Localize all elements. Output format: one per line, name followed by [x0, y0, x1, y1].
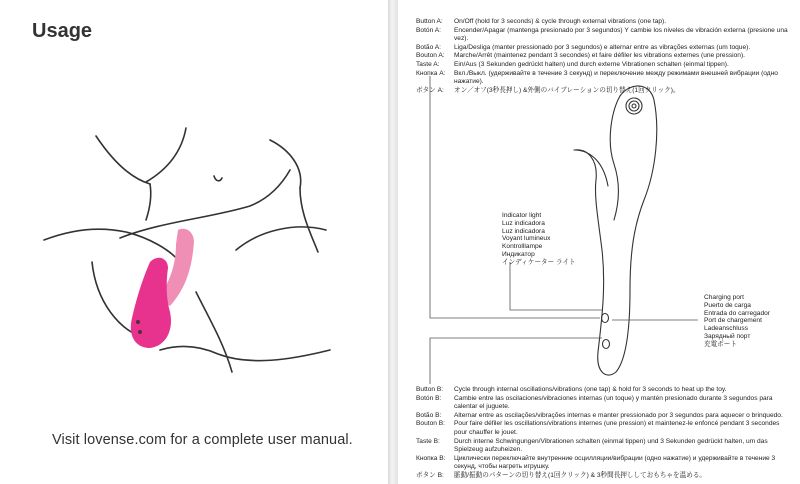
- instruction-text: Вкл./Выкл. (удерживайте в течение 3 секунд) и переключение между режимами внешней вибрации (одно нажатие).: [454, 69, 778, 86]
- instruction-row: [416, 412, 784, 421]
- callout-line: Indicator light: [502, 212, 542, 219]
- instruction-row: [416, 420, 784, 437]
- instruction-text: Durch interne Schwingungen/Vibrationen schalten (einmal tippen) und 3 Sekunden gedrückt halten, um das Spielzeug aufzuheizen.: [454, 437, 768, 454]
- instruction-text: オン／オフ(3秒長押し) &外側のバイブレーションの切り替え(1回クリック)。: [454, 86, 680, 94]
- instruction-label: Botão A:: [416, 43, 441, 51]
- callout-line: Charging port: [704, 294, 744, 301]
- right-page: [398, 0, 800, 484]
- instruction-text: Liga/Desliga (manter pressionado por 3 segundos) e alternar entre as vibrações externas (um toque).: [454, 43, 751, 51]
- button-a: [602, 314, 609, 323]
- callout-line: Voyant lumineux: [502, 235, 551, 243]
- instruction-label: ボタン A:: [416, 86, 444, 94]
- instruction-label: Taste B:: [416, 437, 440, 445]
- instruction-label: Bouton A:: [416, 52, 445, 60]
- instruction-row: [416, 386, 784, 395]
- indicator-light-callout: [502, 212, 576, 267]
- manual-link-text: Visit lovense.com for a complete user manual.: [52, 432, 353, 448]
- instruction-text: Ein/Aus (3 Sekunden gedrückt halten) und durch externe Vibrationen schalten (einmal tippen).: [454, 60, 729, 68]
- instruction-label: Botón A:: [416, 26, 441, 34]
- instruction-text: Encender/Apagar (mantenga presionado por 3 segundos) Y cambie los niveles de vibración externa (presione una vez).: [454, 26, 788, 43]
- left-page: [0, 0, 388, 484]
- instruction-text: Alternar entre as oscilações/vibrações internas e manter pressionado por 3 segundos para aquecer o brinquedo.: [454, 411, 783, 419]
- callout-line: Зарядный порт: [704, 332, 751, 340]
- instruction-label: Taste A:: [416, 60, 440, 68]
- instruction-label: ボタン B:: [416, 471, 444, 479]
- callout-line: Ladeanschluss: [704, 325, 748, 333]
- instruction-text: Pour faire défiler les oscillations/vibrations internes (une pression) et maintenez-le enfoncé pendant 3 secondes pour chauffer le jouet.: [454, 420, 780, 436]
- usage-illustration: [0, 110, 388, 380]
- instruction-label: Кнопка A:: [416, 69, 446, 77]
- charging-port-callout: [704, 294, 770, 349]
- instruction-row: [416, 472, 784, 481]
- instruction-label: Кнопка B:: [416, 454, 446, 462]
- instruction-label: Button A:: [416, 18, 443, 25]
- instruction-label: Botón B:: [416, 394, 442, 402]
- callout-line: Kontrolllampe: [502, 243, 543, 251]
- instruction-text: On/Off (hold for 3 seconds) & cycle through external vibrations (one tap).: [454, 18, 667, 25]
- callout-line: Индикатор: [502, 250, 535, 258]
- callout-line: Luz indicadora: [502, 219, 545, 227]
- instruction-label: Bouton B:: [416, 420, 445, 428]
- book-gutter: [388, 0, 398, 484]
- instruction-row: [416, 395, 784, 412]
- callout-line: インディケーター ライト: [502, 258, 576, 266]
- callout-line: Entrada do carregador: [704, 309, 770, 317]
- button-b: [603, 340, 610, 349]
- callout-line: 充電ポート: [704, 340, 737, 348]
- button-b-instructions: [416, 386, 784, 481]
- callout-line: Puerto de carga: [704, 301, 751, 309]
- instruction-label: Button B:: [416, 386, 444, 393]
- instruction-text: Marche/Arrêt (maintenez pendant 3 secondes) et faire défiler les vibrations externes (une pression).: [454, 52, 746, 60]
- instruction-text: 脈動/振動のパターンの切り替え(1回クリック) & 3秒間長押ししておもちゃを温める。: [454, 471, 707, 479]
- instruction-row: [416, 455, 784, 472]
- callout-line: Luz indicadora: [502, 227, 545, 235]
- instruction-text: Циклически переключайте внутренние осцилляции/вибрации (одно нажатие) и удерживайте в течение 3 секунд, чтобы нагреть игрушку.: [454, 454, 776, 471]
- usage-title: Usage: [32, 20, 93, 42]
- instruction-text: Cambie entre las oscilaciones/vibraciones internas (un toque) y mantén presionado durante 3 segundos para calentar el juguete.: [454, 394, 773, 411]
- instruction-row: [416, 438, 784, 455]
- instruction-label: Botão B:: [416, 411, 442, 419]
- instruction-text: Cycle through internal oscillations/vibrations (one tap) & hold for 3 seconds to heat up the toy.: [454, 386, 727, 393]
- callout-line: Port de chargement: [704, 317, 762, 325]
